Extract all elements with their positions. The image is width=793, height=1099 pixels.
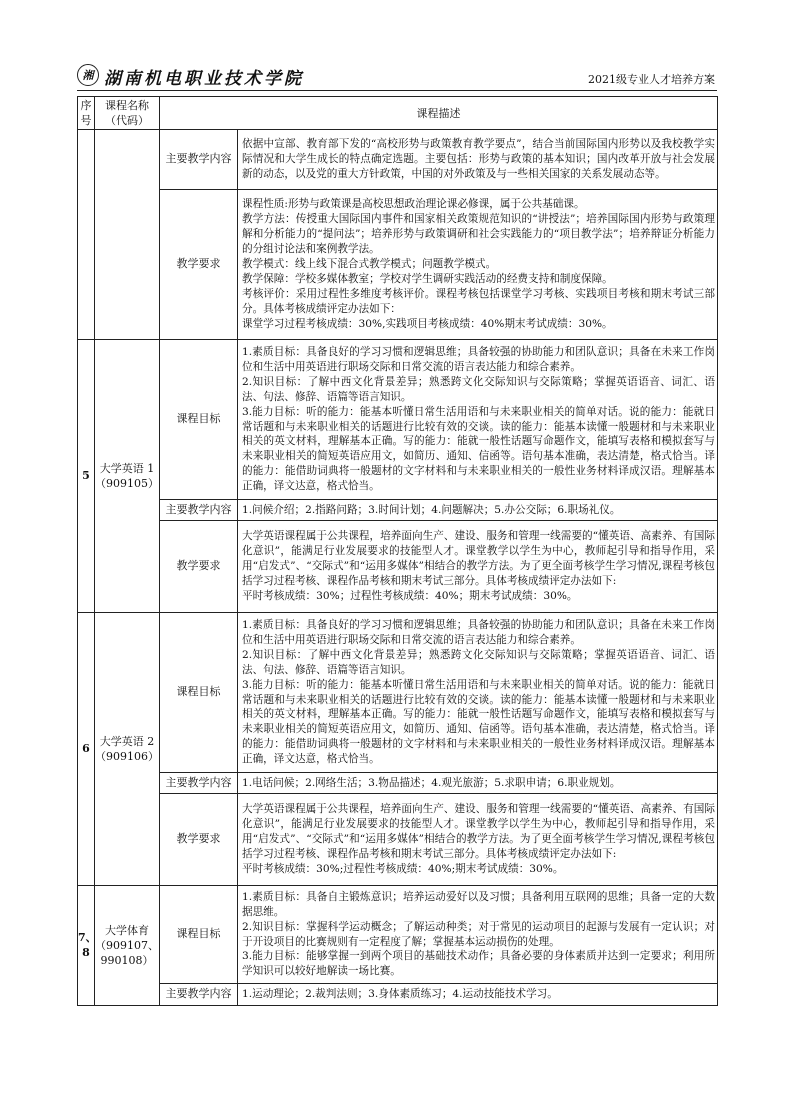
cell-name-blank bbox=[95, 130, 160, 340]
table-row bbox=[78, 340, 718, 500]
table-row bbox=[78, 190, 718, 340]
plan-title: 2021级专业人才培养方案 bbox=[588, 73, 715, 86]
english2-main-content: 1.电话问候；2.网络生活；3.物品描述；4.观光旅游；5.求职申请；6.职业规划。 bbox=[238, 773, 718, 794]
table-row bbox=[78, 794, 718, 886]
course-name-pe: 大学体育 （909107、 990108） bbox=[95, 886, 160, 1006]
cell-no-7-8: 7、8 bbox=[78, 886, 95, 1006]
table-row bbox=[78, 130, 718, 190]
label-main-content: 主要教学内容 bbox=[160, 773, 238, 794]
label-course-goal: 课程目标 bbox=[160, 886, 238, 984]
school-name: 湖南机电职业技术学院 bbox=[104, 69, 304, 89]
english1-course-goal: 1.素质目标：具备良好的学习习惯和逻辑思维；具备较强的协助能力和团队意识；具备在未来工作岗位和生活中用英语进行职场交际和日常交流的语言表达能力和综合素养。 2.知识目标：了解中西文化背景差异；熟悉跨文化交际知识与交际策略；掌握英语语音、词汇、语法、句法、修辞、语篇等语言知识。 3.能力目标：听的能力：能基本听懂日常生活用语和与未来职业相关的简单对话。说的能力：能就日常话题和与未来职业相关的话题进行比较有效的交谈。读的能力：能基本读懂一般题材和与未来职业相关的英文材料，理解基本正确。写的能力：能就一般性话题写命题作文，能填写表格和模拟套写与未来职业相关的简短英语应用文，如简历、通知、信函等。语句基本准确，表达清楚，格式恰当。译的能力：能借助词典将一般题材的文字材料和与未来职业相关的一般性业务材料译成汉语。理解基本正确，译文达意，格式恰当。 bbox=[238, 340, 718, 500]
course-name-english-2: 大学英语 2 （909106） bbox=[95, 613, 160, 886]
header-course-name: 课程名称（代码） bbox=[95, 97, 160, 130]
table-header-row bbox=[78, 97, 718, 130]
table-row bbox=[78, 773, 718, 794]
cell-no-6: 6 bbox=[78, 613, 95, 886]
header-no: 序号 bbox=[78, 97, 95, 130]
label-course-goal: 课程目标 bbox=[160, 340, 238, 500]
label-teaching-req: 教学要求 bbox=[160, 794, 238, 886]
table-row bbox=[78, 521, 718, 613]
table-row bbox=[78, 886, 718, 984]
cell-no-5: 5 bbox=[78, 340, 95, 613]
policy-main-content: 依据中宣部、教育部下发的“高校形势与政策教育教学要点”，结合当前国际国内形势以及我校教学实际情况和大学生成长的特点确定选题。主要包括：形势与政策的基本知识；国内改革开放与社会发展新的动态，以及党的重大方针政策，中国的对外政策及与一些相关国家的关系发展动态等。 bbox=[238, 130, 718, 190]
label-teaching-req: 教学要求 bbox=[160, 521, 238, 613]
school-logo-icon: 湘 bbox=[77, 64, 99, 86]
label-teaching-req: 教学要求 bbox=[160, 190, 238, 340]
header-course-desc: 课程描述 bbox=[160, 97, 718, 130]
table-row bbox=[78, 613, 718, 773]
course-table bbox=[77, 96, 718, 1006]
label-main-content: 主要教学内容 bbox=[160, 500, 238, 521]
label-course-goal: 课程目标 bbox=[160, 613, 238, 773]
cell-no-blank bbox=[78, 130, 95, 340]
table-row bbox=[78, 500, 718, 521]
policy-teaching-req: 课程性质:形势与政策课是高校思想政治理论课必修课，属于公共基础课。 教学方法：传授重大国际国内事件和国家相关政策规范知识的“讲授法”；培养国际国内形势与政策理解和分析能力的“提问法”；培养形势与政策调研和社会实践能力的“项目教学法”；培养辩证分析能力的分组讨论法和案例教学法。 教学模式：线上线下混合式教学模式；问题教学模式。 教学保障：学校多媒体教室；学校对学生调研实践活动的经费支持和制度保障。 考核评价：采用过程性多维度考核评价。课程考核包括课堂学习考核、实践项目考核和期末考试三部分。具体考核成绩评定办法如下： 课堂学习过程考核成绩：30%,实践项目考核成绩：40%期末考试成绩：30%。 bbox=[238, 190, 718, 340]
page-header bbox=[77, 62, 717, 91]
english2-course-goal: 1.素质目标：具备良好的学习习惯和逻辑思维；具备较强的协助能力和团队意识；具备在未来工作岗位和生活中用英语进行职场交际和日常交流的语言表达能力和综合素养。 2.知识目标：了解中西文化背景差异；熟悉跨文化交际知识与交际策略；掌握英语语音、词汇、语法、句法、修辞、语篇等语言知识。 3.能力目标：听的能力：能基本听懂日常生活用语和与未来职业相关的简单对话。说的能力：能就日常话题和与未来职业相关的话题进行比较有效的交谈。读的能力：能基本读懂一般题材和与未来职业相关的英文材料，理解基本正确。写的能力：能就一般性话题写命题作文，能填写表格和模拟套写与未来职业相关的简短英语应用文，如简历、通知、信函等。语句基本准确，表达清楚，格式恰当。译的能力：能借助词典将一般题材的文字材料和与未来职业相关的一般性业务材料译成汉语。理解基本正确，译文达意，格式恰当。 bbox=[238, 613, 718, 773]
pe-course-goal: 1.素质目标：具备自主锻炼意识；培养运动爱好以及习惯；具备利用互联网的思维；具备一定的大数据思维。 2.知识目标：掌握科学运动概念；了解运动种类；对于常见的运动项目的起源与发展有一定认识；对于开设项目的比赛规则有一定程度了解；掌握基本运动损伤的处理。 3.能力目标：能够掌握一到两个项目的基础技术动作；具备必要的身体素质并达到一定要求；利用所学知识可以较好地解读一场比赛。 bbox=[238, 886, 718, 984]
english2-teaching-req: 大学英语课程属于公共课程，培养面向生产、建设、服务和管理一线需要的“懂英语、高素养、有国际化意识”，能满足行业发展要求的技能型人才。课堂教学以学生为中心，教师起引导和指导作用，采用“启发式”、“交际式”和“运用多媒体”相结合的教学方法。为了更全面考核学生学习情况,课程考核包括学习过程考核、课程作品考核和期末考试三部分。具体考核成绩评定办法如下: 平时考核成绩：30%;过程性考核成绩：40%;期末考试成绩：30%。 bbox=[238, 794, 718, 886]
english1-teaching-req: 大学英语课程属于公共课程，培养面向生产、建设、服务和管理一线需要的“懂英语、高素养、有国际化意识”，能满足行业发展要求的技能型人才。课堂教学以学生为中心，教师起引导和指导作用，采用“启发式”、“交际式”和“运用多媒体”相结合的教学方法。为了更全面考核学生学习情况,课程考核包括学习过程考核、课程作品考核和期末考试三部分。具体考核成绩评定办法如下: 平时考核成绩：30%；过程性考核成绩：40%；期末考试成绩：30%。 bbox=[238, 521, 718, 613]
table-row bbox=[78, 984, 718, 1006]
pe-main-content: 1.运动理论；2.裁判法则；3.身体素质练习；4.运动技能技术学习。 bbox=[238, 984, 718, 1006]
label-main-content: 主要教学内容 bbox=[160, 984, 238, 1006]
label-main-content: 主要教学内容 bbox=[160, 130, 238, 190]
course-name-english-1: 大学英语 1 （909105） bbox=[95, 340, 160, 613]
english1-main-content: 1.问候介绍；2.指路问路；3.时间计划；4.问题解决；5.办公交际；6.职场礼仪。 bbox=[238, 500, 718, 521]
